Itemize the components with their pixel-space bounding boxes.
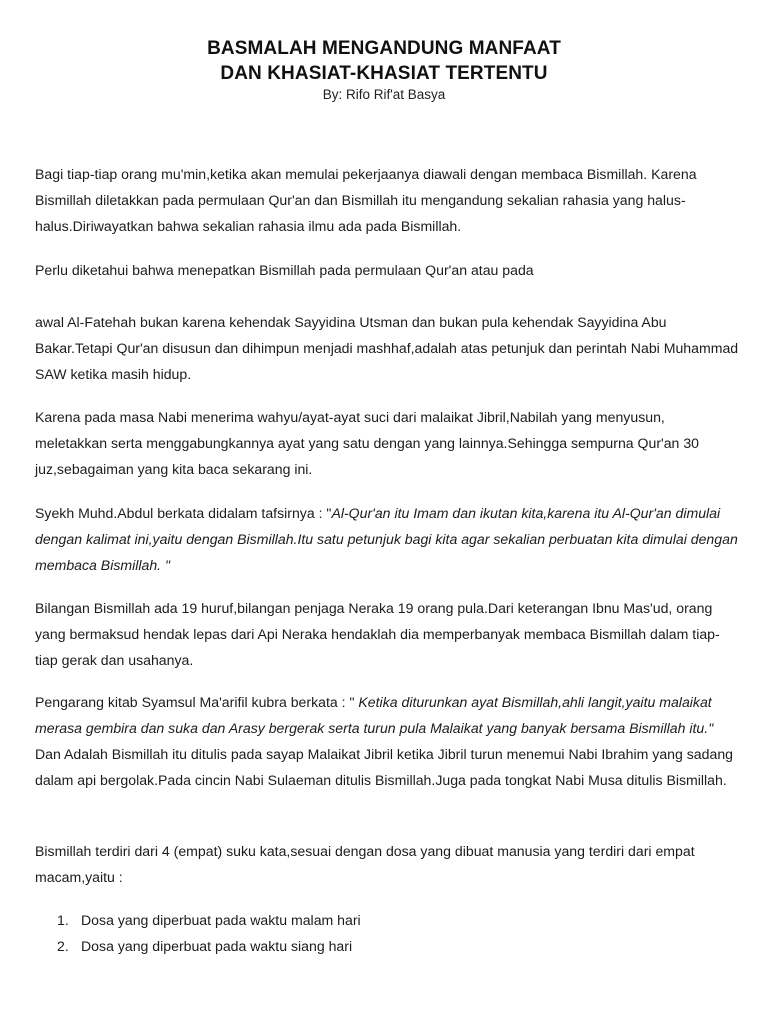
paragraph-2: Perlu diketahui bahwa menepatkan Bismillah pada permulaan Qur'an atau pada — [35, 262, 534, 278]
paragraph-4: Karena pada masa Nabi menerima wahyu/ayat-ayat suci dari malaikat Jibril,Nabilah yang menyusun, meletakkan serta menggabungkannya ayat yang satu dengan yang lainnya.Sehingga sempurna Qur'an 30 juz,sebagaiman yang kita baca sekarang ini. — [35, 409, 699, 477]
paragraph-7-quote: Ketika diturunkan ayat Bismillah,ahli langit,yaitu malaikat merasa gembira dan suka dan Arasy bergerak serta turun pula Malaikat yang banyak bersama Bismillah itu." — [35, 694, 714, 736]
paragraph-5-lead: Syekh Muhd.Abdul berkata didalam tafsirnya : " — [35, 505, 332, 521]
paragraph-7-lead: Pengarang kitab Syamsul Ma'arifil kubra berkata : " — [35, 694, 359, 710]
document-title-line-1: BASMALAH MENGANDUNG MANFAAT — [207, 38, 561, 59]
paragraph-6: Bilangan Bismillah ada 19 huruf,bilangan penjaga Neraka 19 orang pula.Dari keterangan Ibnu Mas'ud, orang yang bermaksud hendak lepas dari Api Neraka hendaklah dia memperbanyak membaca Bismillah dalam tiap-tiap gerak dan usahanya. — [35, 600, 720, 668]
paragraph-5 — [35, 500, 740, 578]
list-item — [57, 933, 737, 959]
paragraph-3: awal Al-Fatehah bukan karena kehendak Sayyidina Utsman dan bukan pula kehendak Sayyidina Abu Bakar.Tetapi Qur'an disusun dan dihimpun menjadi mashhaf,adalah atas petunjuk dan perintah Nabi Muhammad SAW ketika masih hidup. — [35, 314, 739, 382]
paragraph-1: Bagi tiap-tiap orang mu'min,ketika akan memulai pekerjaanya diawali dengan membaca Bismillah. Karena Bismillah diletakkan pada permulaan Qur'an dan Bismillah itu mengandung sekalian rahasia yang halus-halus.Diriwayatkan bahwa sekalian rahasia ilmu ada pada Bismillah. — [35, 166, 697, 234]
paragraph-7-tail: Dan Adalah Bismillah itu ditulis pada sayap Malaikat Jibril ketika Jibril turun menemui Nabi Ibrahim yang sadang dalam api bergolak.Pada cincin Nabi Sulaeman ditulis Bismillah.Juga pada tongkat Nabi Musa ditulis Bismillah. — [35, 746, 733, 788]
document-title-line-2: DAN KHASIAT-KHASIAT TERTENTU — [220, 63, 548, 84]
paragraph-7 — [35, 689, 740, 793]
author-byline: By: Rifo Rif'at Basya — [322, 87, 446, 102]
list-item-number: 1. — [57, 912, 69, 928]
list-item-number: 2. — [57, 938, 69, 954]
paragraph-8: Bismillah terdiri dari 4 (empat) suku kata,sesuai dengan dosa yang dibuat manusia yang terdiri dari empat macam,yaitu : — [35, 843, 695, 885]
list-item-text: Dosa yang diperbuat pada waktu malam hari — [81, 912, 361, 928]
paragraph-5-quote: Al-Qur'an itu Imam dan ikutan kita,karena itu Al-Qur'an dimulai dengan kalimat ini,yaitu dengan Bismillah.Itu satu petunjuk bagi kita agar sekalian perbuatan kita dimulai dengan membaca Bismillah. " — [35, 505, 738, 573]
list-item — [57, 907, 737, 933]
list-item-text: Dosa yang diperbuat pada waktu siang hari — [81, 938, 353, 954]
